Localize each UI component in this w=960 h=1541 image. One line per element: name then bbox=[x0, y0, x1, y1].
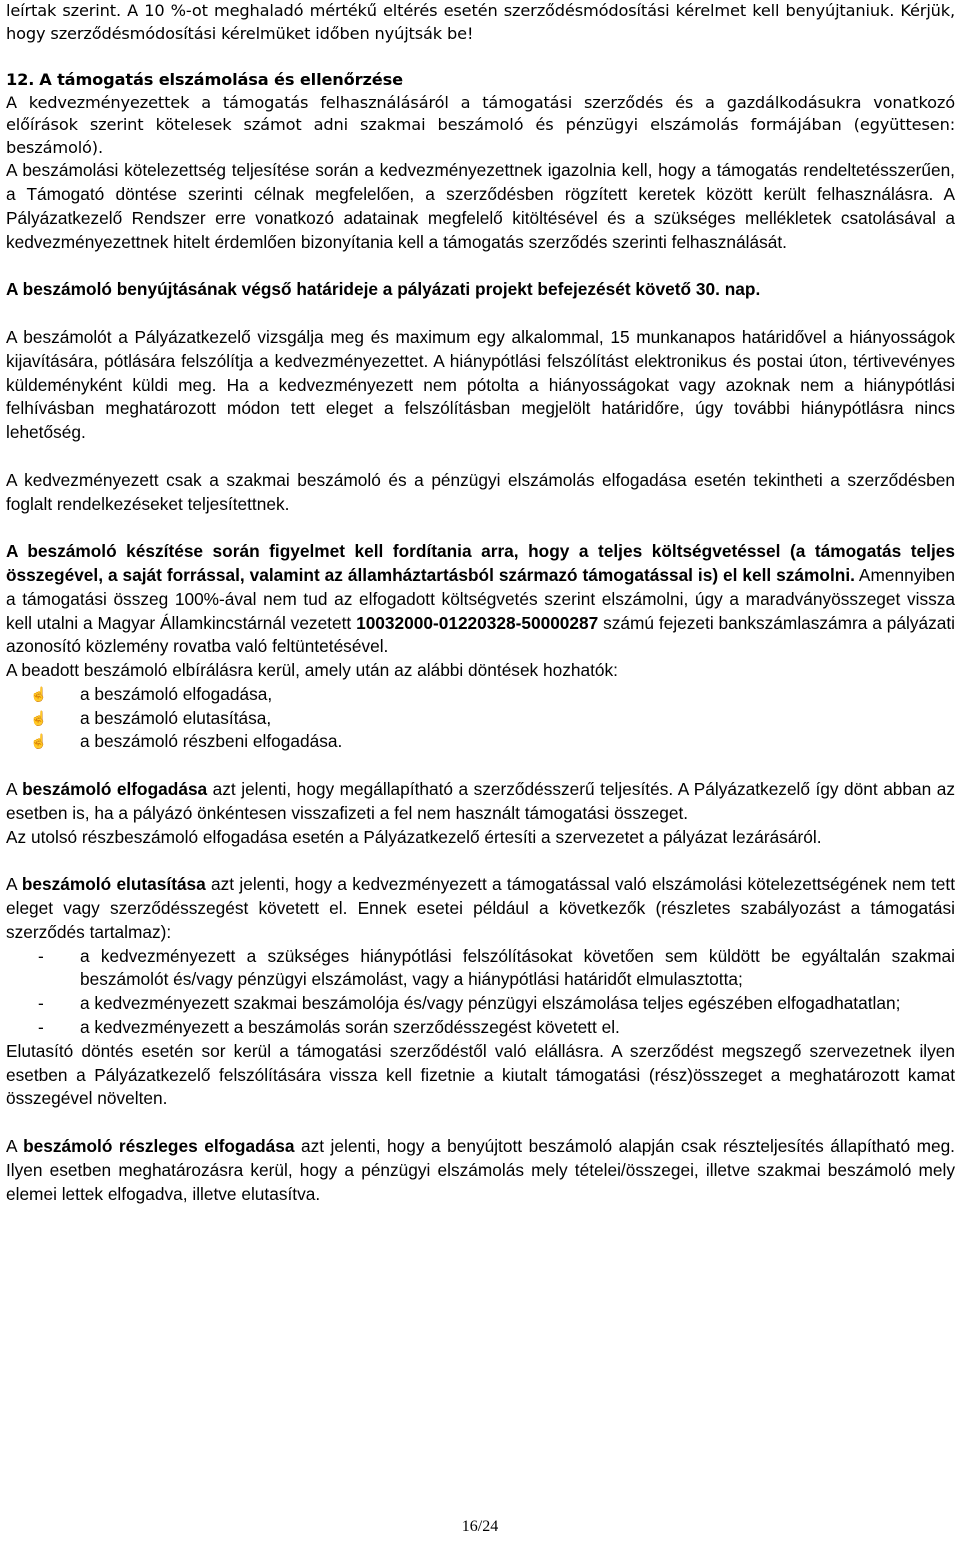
list-item: ☝ a beszámoló elutasítása, bbox=[30, 707, 955, 731]
section-number: 12. bbox=[6, 69, 35, 89]
paragraph-accept: A beszámoló elfogadása azt jelenti, hogy megállapítható a szerződésszerű teljesítés. A Pályázatkezelő így dönt abban az esetben is, ha a pályázó önkéntesen visszafizeti a fel nem használt támogatási összeget. bbox=[6, 779, 955, 823]
reject-term: beszámoló elutasítása bbox=[21, 874, 206, 895]
list-item: - a kedvezményezett szakmai beszámolója és/vagy pénzügyi elszámolása teljes egészében elfogadhatatlan; bbox=[38, 993, 901, 1014]
account-number: 10032000-01220328-50000287 bbox=[356, 612, 599, 633]
paragraph-acceptance-condition: A kedvezményezett csak a szakmai beszámoló és a pénzügyi elszámolás elfogadása esetén tekintheti a szerződésben foglalt rendelkezéseket teljesítettnek. bbox=[6, 469, 955, 514]
top-paragraph: leírtak szerint. A 10 %-ot meghaladó mértékű eltérés esetén szerződésmódosítási kérelmet kell benyújtaniuk. Kérjük, hogy szerződésmódosítási kérelmüket időben nyújtsák be! bbox=[6, 1, 955, 43]
paragraph-last-report: Az utolsó részbeszámoló elfogadása esetén a Pályázatkezelő értesíti a szervezetet a pályázat lezárásáról. bbox=[6, 826, 822, 847]
deadline-statement: A beszámoló benyújtásának végső határideje a pályázati projekt befejezését követő 30. nap. bbox=[6, 279, 761, 300]
list-item: ☝ a beszámoló részbeni elfogadása. bbox=[30, 730, 955, 754]
top-block bbox=[6, 0, 955, 159]
list-item: - a kedvezményezett a beszámolás során szerződésszegést követett el. bbox=[38, 1017, 620, 1038]
paragraph-budget bbox=[6, 540, 955, 659]
page-number: 16/24 bbox=[461, 1518, 499, 1535]
main-body bbox=[6, 159, 955, 1206]
document-page bbox=[6, 0, 955, 1206]
partial-term: beszámoló részleges elfogadása bbox=[23, 1136, 295, 1157]
budget-bold: A beszámoló készítése során figyelmet kell fordítania arra, hogy a teljes költségvetéssel (a támogatás teljes összegével, a saját forrással, valamint az államháztartásból származó támogatással is) el kell számolni. bbox=[6, 541, 955, 585]
bullet-icon: ☝ bbox=[30, 685, 48, 702]
paragraph-partial: A beszámoló részleges elfogadása azt jelenti, hogy a benyújtott beszámoló alapján csak részteljesítés állapítható meg. Ilyen esetben meghatározásra kerül, hogy a pénzügyi elszámolás mely tételei/összegei, illetve szakmai beszámoló mely elemei lettek elfogadva, illetve elutasítva. bbox=[6, 1136, 955, 1204]
list-item: ☝ a beszámoló elfogadása, bbox=[30, 683, 955, 707]
budget-text-2: számú fejezeti bankszámlaszámra a pályázati azonosító közlemény rovatba való feltüntetésével. bbox=[6, 612, 955, 657]
bullet-icon: ☝ bbox=[30, 709, 48, 726]
decisions-intro: A beadott beszámoló elbírálásra kerül, amely után az alábbi döntések hozhatók: bbox=[6, 660, 618, 681]
paragraph-reject: A beszámoló elutasítása azt jelenti, hogy a kedvezményezett a támogatással való elszámolási kötelezettségének nem tett eleget vagy szerződésszegést követett el. Ennek esetei például a következők (részletes szabályozást a támogatási szerződés tartalmaz): bbox=[6, 874, 955, 942]
paragraph-reject-consequence: Elutasító döntés esetén sor kerül a támogatási szerződéstől való elállásra. A szerződést megszegő szervezetnek ilyen esetben a Pályázatkezelő felszólítására vissza kell fizetnie a kiutalt támogatási (rész)összeget a meghatározott kamat összegével növelten. bbox=[6, 1040, 955, 1109]
paragraph-review: A beszámolót a Pályázatkezelő vizsgálja meg és maximum egy alkalommal, 15 munkanapos határidővel a hiányosságok kijavítására, pótlására felszólítja a kedvezményezettet. A hiánypótlási felszólítást elektronikus és postai úton, tértivevényes küldeményként küldi meg. Ha a kedvezményezett nem pótolta a hiányosságokat vagy azoknak nem a hiánypótlási felhívásban meghatározott módon tett eleget a felszólításban megjelölt határidőre, úgy további hiánypótlásra nincs lehetőség. bbox=[6, 326, 955, 443]
list-item: - a kedvezményezett a szükséges hiánypótlási felszólításokat követően sem küldött be egyáltalán szakmai beszámolót és/vagy pénzügyi elszámolást, vagy a hiánypótlási határidőt elmulasztotta; bbox=[38, 945, 955, 990]
section-heading bbox=[6, 69, 955, 92]
reject-case-list bbox=[6, 945, 955, 1040]
bullet-icon: ☝ bbox=[30, 733, 48, 750]
section-intro: A kedvezményezettek a támogatás felhasználásáról a támogatási szerződés és a gazdálkodásukra vonatkozó előírások szerint kötelesek számot adni szakmai beszámoló és pénzügyi elszámolás formájában (együttesen: beszámoló). bbox=[6, 92, 955, 157]
accept-term: beszámoló elfogadása bbox=[22, 779, 208, 800]
section-title: A támogatás elszámolása és ellenőrzése bbox=[39, 69, 403, 89]
paragraph-obligation: A beszámolási kötelezettség teljesítése során a kedvezményezettnek igazolnia kell, hogy a támogatás rendeltetésszerűen, a Támogató döntése szerinti célnak megfelelően, a szerződésben rögzített keretek között került felhasználásra. A Pályázatkezelő Rendszer erre vonatkozó adatainak megfelelő kitöltésével és a szükséges mellékletek csatolásával a kedvezményezettnek hitelt érdemlően bizonyítania kell a támogatás szerződés szerinti felhasználását. bbox=[6, 160, 955, 252]
decision-list bbox=[6, 683, 955, 754]
budget-text-1: Amennyiben a támogatási összeg 100%-ával nem tud az elfogadott költségvetés szerint elszámolni, úgy a maradványösszeget vissza kell utalni a Magyar Államkincstárnál vezetett bbox=[6, 564, 956, 633]
